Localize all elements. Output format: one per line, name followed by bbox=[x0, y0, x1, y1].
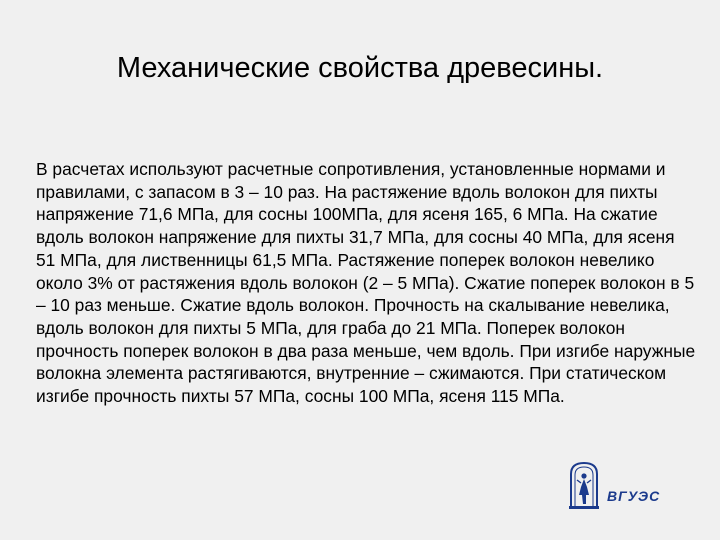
slide-body-text: В расчетах используют расчетные сопротивления, установленные нормами и правилами, с запасом в 3 – 10 раз. На растяжение вдоль волокон для пихты напряжение 71,6 МПа, для сосны 100МПа, для ясеня 165, 6 МПа. На сжатие вдоль волокон напряжение для пихты 31,7 МПа, для сосны 40 МПа, для ясеня 51 МПа, для лиственницы 61,5 МПа. Растяжение поперек волокон невелико около 3% от растяжения вдоль волокон (2 – 5 МПа). Сжатие поперек волокон в 5 – 10 раз меньше. Сжатие вдоль волокон. Прочность на скалывание невелика, вдоль волокон для пихты 5 МПа, для граба до 21 МПа. Поперек волокон прочность поперек волокон в два раза меньше, чем вдоль. При изгибе наружные волокна элемента растягиваются, внутренние – сжимаются. При статическом изгибе прочность пихты 57 МПа, сосны 100 МПа, ясеня 115 МПа. bbox=[36, 159, 696, 407]
slide-title: Механические свойства древесины. bbox=[116, 52, 604, 84]
logo-text: ВГУЭС bbox=[607, 488, 661, 504]
university-logo bbox=[565, 460, 675, 512]
university-emblem-icon bbox=[567, 460, 601, 510]
